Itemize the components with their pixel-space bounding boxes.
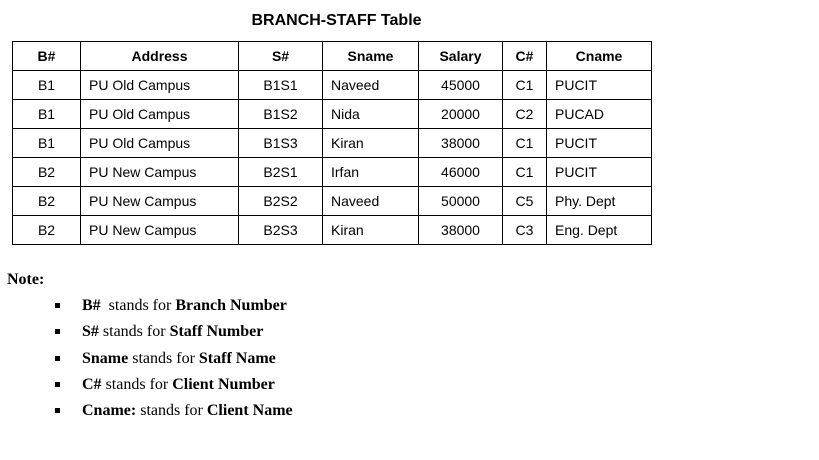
cell-staff-number: B1S2 <box>239 100 323 129</box>
note-text: stands for <box>101 375 173 393</box>
bullet-icon <box>55 329 60 334</box>
cell-staff-number: B2S3 <box>239 216 323 245</box>
cell-client-number: C1 <box>503 158 547 187</box>
note-term: C# <box>82 375 102 393</box>
cell-staff-name: Kiran <box>323 216 419 245</box>
note-term: Cname: <box>82 402 137 420</box>
cell-staff-name: Naveed <box>323 187 419 216</box>
branch-staff-table <box>12 41 652 245</box>
cell-branch-number: B2 <box>13 187 81 216</box>
cell-client-name: Eng. Dept <box>547 216 652 245</box>
header-staff-name: Sname <box>323 42 419 71</box>
cell-branch-number: B2 <box>13 216 81 245</box>
list-item <box>0 322 293 348</box>
header-client-number: C# <box>503 42 547 71</box>
cell-staff-name: Nida <box>323 100 419 129</box>
cell-client-number: C2 <box>503 100 547 129</box>
cell-branch-number: B1 <box>13 129 81 158</box>
header-branch-number: B# <box>13 42 81 71</box>
cell-salary: 38000 <box>419 216 503 245</box>
table-row <box>13 100 652 129</box>
cell-address: PU Old Campus <box>81 100 239 129</box>
cell-client-number: C3 <box>503 216 547 245</box>
table-title: BRANCH-STAFF Table <box>251 12 422 29</box>
note-text: stands for <box>100 297 176 314</box>
bullet-icon <box>55 408 60 413</box>
note-text: stands for <box>98 323 170 341</box>
cell-salary: 20000 <box>419 100 503 129</box>
table-row <box>13 129 652 158</box>
cell-address: PU Old Campus <box>81 71 239 100</box>
note-meaning: Branch Number <box>175 297 287 314</box>
bullet-icon <box>55 356 60 361</box>
cell-staff-name: Kiran <box>323 129 419 158</box>
bullet-icon <box>55 303 60 308</box>
cell-client-name: Phy. Dept <box>547 187 652 216</box>
cell-staff-name: Irfan <box>323 158 419 187</box>
table-row <box>13 71 652 100</box>
note-term: Sname <box>82 349 129 367</box>
cell-address: PU New Campus <box>81 158 239 187</box>
cell-client-name: PUCIT <box>547 129 652 158</box>
cell-client-number: C5 <box>503 187 547 216</box>
header-client-name: Cname <box>547 42 652 71</box>
header-salary: Salary <box>419 42 503 71</box>
cell-branch-number: B1 <box>13 71 81 100</box>
list-item <box>0 375 293 401</box>
note-term: S# <box>82 323 99 341</box>
cell-salary: 46000 <box>419 158 503 187</box>
list-item <box>0 349 293 375</box>
note-meaning: Staff Number <box>169 323 264 341</box>
cell-staff-number: B1S3 <box>239 129 323 158</box>
cell-address: PU New Campus <box>81 187 239 216</box>
table-row <box>13 187 652 216</box>
note-meaning: Staff Name <box>198 349 276 367</box>
cell-salary: 38000 <box>419 129 503 158</box>
list-item <box>0 401 293 427</box>
cell-branch-number: B2 <box>13 158 81 187</box>
table-row <box>13 158 652 187</box>
note-term: B# <box>82 297 101 314</box>
cell-address: PU Old Campus <box>81 129 239 158</box>
note-text: stands for <box>128 349 199 367</box>
notes-list <box>0 296 293 427</box>
cell-staff-number: B2S2 <box>239 187 323 216</box>
header-staff-number: S# <box>239 42 323 71</box>
cell-client-number: C1 <box>503 129 547 158</box>
cell-staff-number: B2S1 <box>239 158 323 187</box>
note-label: Note: <box>7 271 45 288</box>
cell-client-name: PUCAD <box>547 100 652 129</box>
note-meaning: Client Name <box>206 402 293 420</box>
note-text: stands for <box>136 402 207 420</box>
list-item <box>0 296 293 322</box>
cell-branch-number: B1 <box>13 100 81 129</box>
cell-client-name: PUCIT <box>547 158 652 187</box>
cell-address: PU New Campus <box>81 216 239 245</box>
cell-salary: 45000 <box>419 71 503 100</box>
table-row <box>13 216 652 245</box>
note-meaning: Client Number <box>172 375 275 393</box>
header-address: Address <box>81 42 239 71</box>
cell-staff-number: B1S1 <box>239 71 323 100</box>
cell-client-name: PUCIT <box>547 71 652 100</box>
table-header-row <box>13 42 652 71</box>
cell-staff-name: Naveed <box>323 71 419 100</box>
cell-client-number: C1 <box>503 71 547 100</box>
bullet-icon <box>55 382 60 387</box>
cell-salary: 50000 <box>419 187 503 216</box>
